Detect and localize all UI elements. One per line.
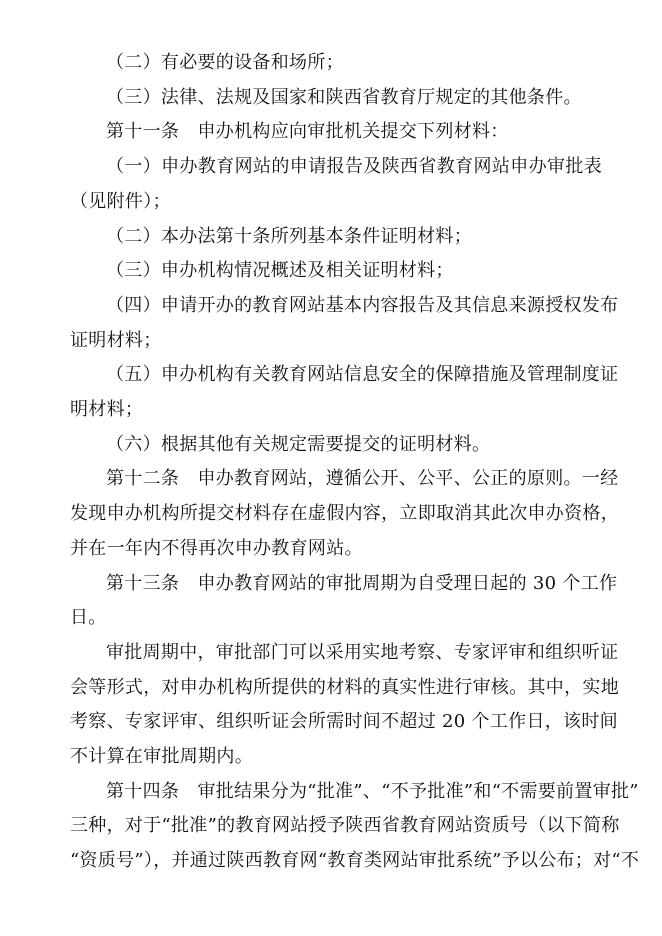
text-line: 不计算在审批周期内。 xyxy=(70,746,253,767)
section-heading-11: 第十一条 申办机构应向审批机关提交下列材料： xyxy=(106,121,509,142)
text-line: （见附件）； xyxy=(70,191,171,212)
text-line: （三）申办机构情况概述及相关证明材料； xyxy=(106,260,454,281)
text-line: （四）申请开办的教育网站基本内容报告及其信息来源授权发布 xyxy=(106,295,619,316)
text-line: 考察、专家评审、组织听证会所需时间不超过 20 个工作日，该时间 xyxy=(70,711,618,732)
section-heading-13: 第十三条 申办教育网站的审批周期为自受理日起的 30 个工作 xyxy=(106,573,618,594)
text-line: 三种，对于“批准”的教育网站授予陕西省教育网站资质号（以下简称 xyxy=(70,815,620,836)
section-heading-12: 第十二条 申办教育网站，遵循公开、公平、公正的原则。一经 xyxy=(106,468,619,489)
text-line: 发现申办机构所提交材料存在虚假内容，立即取消其此次申办资格， xyxy=(70,503,619,524)
text-line: 明材料； xyxy=(70,399,144,420)
section-heading-14: 第十四条 审批结果分为“批准”、“不予批准”和“不需要前置审批” xyxy=(106,781,639,802)
text-line: （五）申办机构有关教育网站信息安全的保障措施及管理制度证 xyxy=(106,364,619,385)
text-line: “资质号”），并通过陕西教育网“教育类网站审批系统”予以公布；对“不 xyxy=(70,850,640,871)
text-line: 并在一年内不得再次申办教育网站。 xyxy=(70,538,363,559)
text-line: 会等形式，对申办机构所提供的材料的真实性进行审核。其中，实地 xyxy=(70,677,619,698)
text-line: 日。 xyxy=(70,607,107,628)
text-line: （六）根据其他有关规定需要提交的证明材料。 xyxy=(106,434,491,455)
text-line: （二）本办法第十条所列基本条件证明材料； xyxy=(106,226,472,247)
text-line: （二）有必要的设备和场所； xyxy=(106,52,344,73)
text-line: （一）申办教育网站的申请报告及陕西省教育网站申办审批表 xyxy=(106,156,602,177)
text-line: （三）法律、法规及国家和陕西省教育厅规定的其他条件。 xyxy=(106,87,582,108)
text-line: 审批周期中，审批部门可以采用实地考察、专家评审和组织听证 xyxy=(106,642,619,663)
text-line: 证明材料； xyxy=(70,330,162,351)
